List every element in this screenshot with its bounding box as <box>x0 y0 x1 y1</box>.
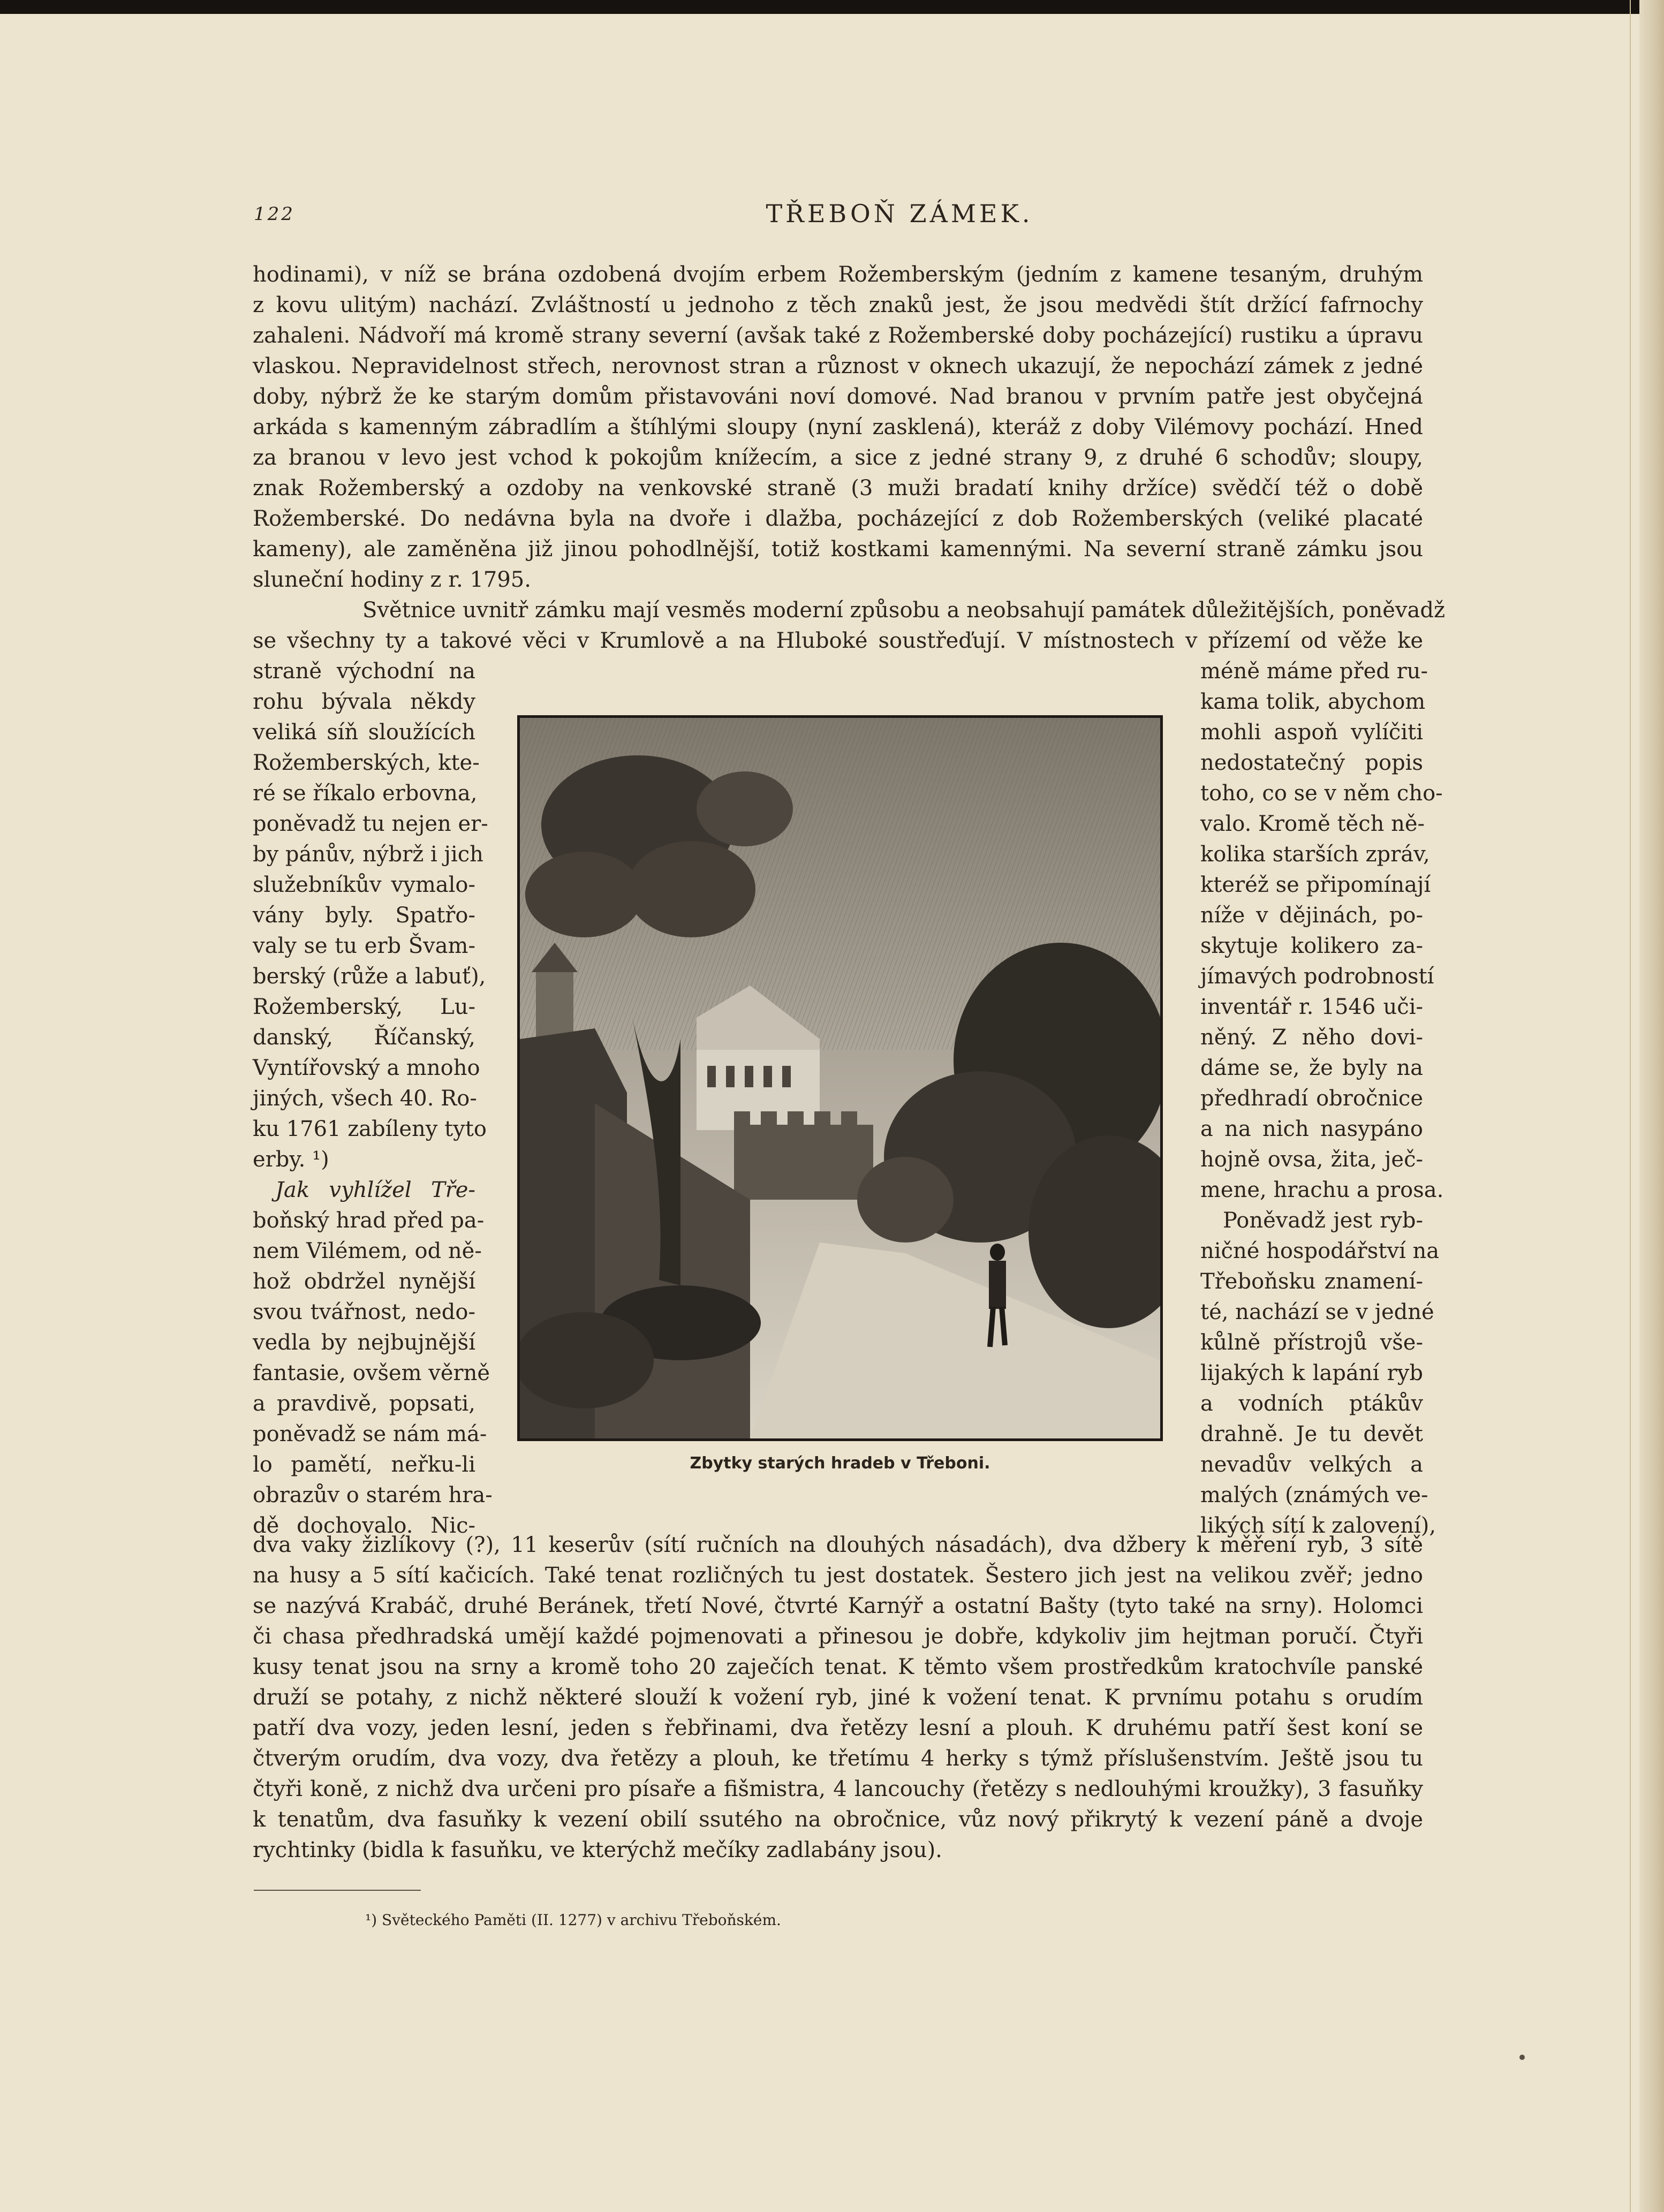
text-line: svou tvářnost, nedo- <box>253 1300 475 1324</box>
text-line: nedostatečný popis <box>1200 751 1423 775</box>
text-line: předhradí obročnice <box>1200 1086 1423 1111</box>
text-line: jiných, všech 40. Ro- <box>253 1086 477 1111</box>
figure-caption: Zbytky starých hradeb v Třeboni. <box>690 1454 990 1473</box>
text-line: Třeboňsku znamení- <box>1200 1269 1423 1294</box>
text-line: veliká síň sloužících <box>253 720 475 745</box>
text-line: ničné hospodářství na <box>1200 1239 1440 1263</box>
text-line: kameny), ale zaměněna již jinou pohodlnější, totiž kostkami kamennými. Na severní straně zámku jsou <box>253 537 1423 562</box>
text-line: dáme se, že byly na <box>1200 1056 1423 1080</box>
paragraph-1 <box>253 260 1423 595</box>
text-line: poněvadž se nám má- <box>253 1422 487 1446</box>
text-line: Vyntířovský a mnoho <box>253 1056 480 1080</box>
text-line: dě dochovalo. Nic- <box>253 1513 475 1538</box>
text-line: malých (známých ve- <box>1200 1483 1428 1508</box>
text-line: a vodních ptákův <box>1200 1391 1423 1416</box>
book-spine-edge <box>1639 0 1664 2212</box>
text-line: kůlně přístrojů vše- <box>1200 1330 1423 1355</box>
text-line: čtyři koně, z nichž dva určeni pro písaře a fišmistra, 4 lancouchy (řetězy s nedlouhými kroužky), 3 fasuňky <box>253 1777 1423 1801</box>
page-speck <box>1519 2055 1525 2060</box>
spine-shadow-line <box>1630 0 1631 2212</box>
text-line: sluneční hodiny z r. 1795. <box>253 567 531 592</box>
text-line: hojně ovsa, žita, ječ- <box>1200 1147 1423 1172</box>
text-line: kusy tenat jsou na srny a kromě toho 20 zaječích tenat. K těmto všem prostředkům kratochvíle panské <box>253 1655 1423 1679</box>
text-line: vedla by nejbujnější <box>253 1330 475 1355</box>
engraving-illustration <box>517 715 1163 1441</box>
text-line: k tenatům, dva fasuňky k vezení obilí ssutého na obročnice, vůz nový přikrytý k vezení páně a dvoje <box>253 1807 1423 1832</box>
top-border <box>0 0 1664 14</box>
text-line: a na nich nasypáno <box>1200 1117 1423 1141</box>
text-line: valy se tu erb Švam- <box>253 934 475 958</box>
text-line: za branou v levo jest vchod k pokojům knížecím, a sice z jedné strany 9, z druhé 6 schodův; sloupy, <box>253 445 1423 470</box>
text-line: Rožemberských, kte- <box>253 751 480 775</box>
text-line: inventář r. 1546 uči- <box>1200 995 1423 1019</box>
paragraph-2 <box>253 595 1446 656</box>
text-line: hodinami), v níž se brána ozdobená dvojím erbem Rožemberským (jedním z kamene tesaným, druhým <box>253 262 1423 287</box>
text-line: kama tolik, abychom <box>1200 690 1426 714</box>
text-line: skytuje kolikero za- <box>1200 934 1423 958</box>
text-line: či chasa předhradská umějí každé pojmenovati a přinesou je dobře, kdykoliv jim hejtman poručí. Čtyři <box>253 1624 1423 1649</box>
text-line: lo pamětí, neřku-li <box>253 1452 475 1477</box>
text-line: vány byly. Spatřo- <box>253 903 475 928</box>
text-line: nevadův velkých a <box>1200 1452 1423 1477</box>
text-line: kolika starších zpráv, <box>1200 842 1430 867</box>
text-line: něný. Z něho dovi- <box>1200 1025 1423 1050</box>
text-line: kteréž se připomínají <box>1200 873 1431 897</box>
text-line: straně východní na <box>253 659 475 684</box>
text-line: té, nachází se v jedné <box>1200 1300 1434 1324</box>
text-line: jímavých podrobností <box>1200 964 1434 989</box>
text-line: se nazývá Krabáč, druhé Beránek, třetí Nové, čtvrté Karnýř a ostatní Bašty (tyto také na srny). Holomci <box>253 1594 1423 1618</box>
text-line: z kovu ulitým) nachází. Zvláštností u jednoho z těch znaků jest, že jsou medvědi štít držící fafrnochy <box>253 293 1423 317</box>
text-line: hož obdržel nynější <box>253 1269 475 1294</box>
page-number: 122 <box>254 203 295 225</box>
text-line: berský (růže a labuť), <box>253 964 486 989</box>
text-line: drahně. Je tu devět <box>1200 1422 1423 1446</box>
footnote-rule <box>254 1890 421 1891</box>
text-line: lijakých k lapání ryb <box>1200 1361 1423 1385</box>
text-line: druží se potahy, z nichž některé slouží k vožení ryb, jiné k vožení tenat. K prvnímu potahu s orudím <box>253 1685 1423 1710</box>
running-head: TŘEBOŇ ZÁMEK. <box>766 199 1033 228</box>
text-line: boňský hrad před pa- <box>253 1208 485 1233</box>
engraving-artwork <box>520 718 1160 1438</box>
text-line: danský, Říčanský, <box>253 1025 475 1050</box>
text-line: mene, hrachu a prosa. <box>1200 1178 1444 1202</box>
text-line: znak Rožemberský a ozdoby na venkovské straně (3 muži bradatí knihy držíce) svědčí též o době <box>253 476 1423 501</box>
text-line: doby, nýbrž že ke starým domům přistavováni noví domové. Nad branou v prvním patře jest obyčejná <box>253 384 1423 409</box>
text-line: rychtinky (bidla k fasuňku, ve kterýchž mečíky zadlabány jsou). <box>253 1838 942 1862</box>
text-line: rohu bývala někdy <box>253 690 475 714</box>
text-line: čtverým orudím, dva vozy, dva řetězy a plouh, ke třetímu 4 herky s týmž příslušenstvím. Ještě jsou tu <box>253 1746 1423 1771</box>
text-line: služebníkův vymalo- <box>253 873 475 897</box>
text-line: likých sítí k zalovení), <box>1200 1513 1436 1538</box>
text-line: obrazův o starém hra- <box>253 1483 493 1508</box>
text-line: ré se říkalo erbovna, <box>253 781 478 806</box>
text-line: ku 1761 zabíleny tyto <box>253 1117 487 1141</box>
text-line: vlaskou. Nepravidelnost střech, nerovnost stran a různost v oknech ukazují, že nepochází zámek z jedné <box>253 354 1423 378</box>
text-line: patří dva vozy, jeden lesní, jeden s řebřinami, dva řetězy lesní a plouh. K druhému patří šest koní se <box>253 1716 1423 1740</box>
text-line: Jak vyhlížel Tře- <box>275 1178 475 1202</box>
right-text-column <box>1200 656 1444 1541</box>
text-line: fantasie, ovšem věrně <box>253 1361 490 1385</box>
text-line: erby. ¹) <box>253 1147 329 1172</box>
footnote: ¹) Světeckého Paměti (II. 1277) v archivu Třeboňském. <box>365 1911 781 1929</box>
text-line: Rožemberský, Lu- <box>253 995 475 1019</box>
text-line: by pánův, nýbrž i jich <box>253 842 483 867</box>
text-line: Poněvadž jest ryb- <box>1223 1208 1423 1233</box>
text-line: zahaleni. Nádvoří má kromě strany severní (avšak také z Rožemberské doby pocházející) rustiku a úpravu <box>253 323 1423 348</box>
text-line: níže v dějinách, po- <box>1200 903 1423 928</box>
text-line: dva vaky žizlíkovy (?), 11 keserův (sítí ručních na dlouhých násadách), dva džbery k měření ryb, 3 sítě <box>253 1533 1423 1557</box>
text-line: nem Vilémem, od ně- <box>253 1239 482 1263</box>
text-line: arkáda s kamenným zábradlím a štíhlými sloupy (nyní zasklená), kteráž z doby Vilémovy pochází. Hned <box>253 415 1423 440</box>
left-text-column <box>253 656 493 1541</box>
text-line: a pravdivě, popsati, <box>253 1391 475 1416</box>
text-line: se všechny ty a takové věci v Krumlově a na Hluboké soustřeďují. V místnostech v přízemí od věže ke <box>253 628 1423 653</box>
text-line: Rožemberské. Do nedávna byla na dvoře i dlažba, pocházející z dob Rožemberských (veliké placaté <box>253 506 1423 531</box>
text-line: na husy a 5 sítí kačicích. Také tenat rozličných tu jest dostatek. Šestero jich jest na velikou zvěř; jedno <box>253 1563 1423 1588</box>
text-line: méně máme před ru- <box>1200 659 1428 684</box>
text-line: mohli aspoň vylíčiti <box>1200 720 1423 745</box>
text-line: toho, co se v něm cho- <box>1200 781 1443 806</box>
text-line: poněvadž tu nejen er- <box>253 812 488 836</box>
paragraph-3 <box>253 1530 1423 1866</box>
text-line: valo. Kromě těch ně- <box>1200 812 1425 836</box>
text-line: Světnice uvnitř zámku mají vesměs moderní způsobu a neobsahují památek důležitějších, poněvadž <box>362 598 1446 623</box>
